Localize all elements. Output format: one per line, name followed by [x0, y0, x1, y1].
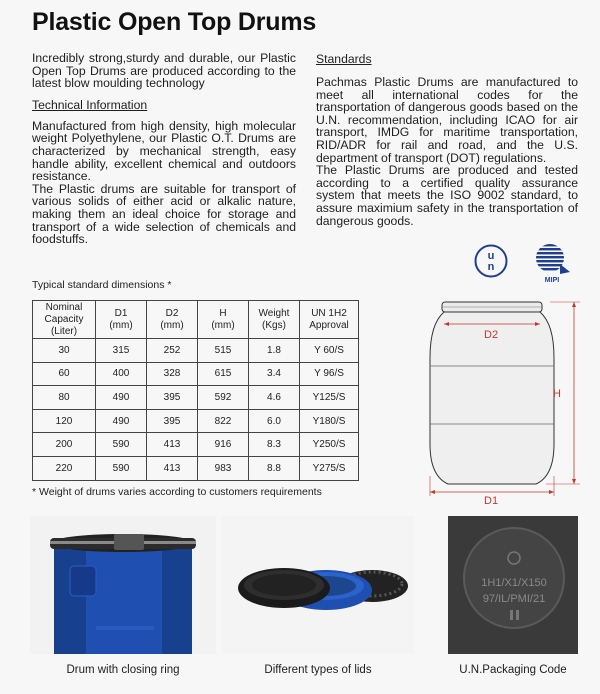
un-mark-icon: [474, 244, 508, 278]
table-row: [33, 339, 359, 363]
table-cell: Y 96/S: [300, 362, 359, 386]
header-approval: [300, 301, 359, 339]
table-cell: 395: [147, 409, 198, 433]
header-approval-line1: UN 1H2: [311, 307, 347, 319]
d2-label: D2: [484, 329, 499, 341]
header-h-line1: H: [219, 307, 227, 319]
table-cell: 413: [147, 433, 198, 457]
caption-drum-with-ring: Drum with closing ring: [66, 664, 180, 676]
table-row: [33, 386, 359, 410]
header-weight: [249, 301, 300, 339]
technical-paragraph-1: Manufactured from high density, high molecular weight Polyethylene, our Plastic O.T. Drums are characterized by mechanical strength, easy handle ability, excellent chemical and outdoors resistance.: [32, 118, 296, 184]
header-weight-line2: (Kgs): [262, 319, 286, 331]
un-code-photo: [448, 516, 578, 654]
technical-heading: Technical Information: [32, 97, 148, 112]
header-capacity-line2: Capacity: [44, 313, 84, 325]
table-cell: 400: [96, 362, 147, 386]
caption-un-code: U.N.Packaging Code: [459, 664, 567, 676]
table-cell: Y250/S: [300, 433, 359, 457]
header-h: [198, 301, 249, 339]
table-cell: 200: [33, 433, 96, 457]
table-cell: 315: [96, 339, 147, 363]
table-cell: 8.3: [249, 433, 300, 457]
table-cell: 615: [198, 362, 249, 386]
table-row: [33, 456, 359, 480]
table-cell: 490: [96, 386, 147, 410]
header-h-line2: (mm): [211, 319, 235, 331]
table-cell: 60: [33, 362, 96, 386]
table-cell: 220: [33, 456, 96, 480]
drum-dimension-diagram: [420, 296, 590, 506]
dimensions-table: [32, 300, 359, 481]
table-row: [33, 362, 359, 386]
standards-heading: Standards: [316, 52, 372, 66]
caption-lids: Different types of lids: [264, 664, 372, 676]
table-cell: 252: [147, 339, 198, 363]
table-cell: Y275/S: [300, 456, 359, 480]
intro-paragraph: Incredibly strong,sturdy and durable, our Plastic Open Top Drums are produced according to the latest blow moulding technology: [32, 51, 296, 91]
table-cell: 395: [147, 386, 198, 410]
drum-with-ring-photo: [30, 516, 216, 654]
header-d1: [96, 301, 147, 339]
un-letter-u: u: [487, 250, 495, 262]
header-d2: [147, 301, 198, 339]
table-cell: Y 60/S: [300, 339, 359, 363]
standards-paragraph-2: The Plastic Drums are produced and tested according to a certified quality assurance system that meets the ISO 9002 standard, to assure maximium safety in the transportation of dangerous goods.: [316, 163, 578, 228]
table-cell: 328: [147, 362, 198, 386]
table-cell: 120: [33, 409, 96, 433]
table-cell: Y125/S: [300, 386, 359, 410]
left-column: [32, 52, 296, 246]
table-cell: 916: [198, 433, 249, 457]
table-cell: 590: [96, 456, 147, 480]
d1-label: D1: [484, 495, 499, 506]
lids-photo: [222, 516, 414, 654]
header-d2-line1: D2: [165, 307, 179, 319]
certification-logos: [474, 240, 584, 286]
page-title: Plastic Open Top Drums: [32, 8, 317, 36]
header-capacity-line3: (Liter): [50, 325, 78, 337]
table-cell: 4.6: [249, 386, 300, 410]
table-cell: 3.4: [249, 362, 300, 386]
table-cell: 592: [198, 386, 249, 410]
header-approval-line2: Approval: [309, 319, 349, 331]
un-letter-n: n: [487, 261, 495, 273]
table-cell: 590: [96, 433, 147, 457]
header-d1-line2: (mm): [109, 319, 133, 331]
table-cell: 515: [198, 339, 249, 363]
right-column: [316, 52, 578, 227]
table-cell: 1.8: [249, 339, 300, 363]
table-row: [33, 409, 359, 433]
table-cell: 8.8: [249, 456, 300, 480]
header-capacity-line1: Nominal: [45, 301, 83, 313]
table-row: [33, 433, 359, 457]
lid-code-line2: 97/IL/PMI/21: [482, 593, 546, 605]
table-cell: 6.0: [249, 409, 300, 433]
table-cell: Y180/S: [300, 409, 359, 433]
mipi-label: MIPI: [544, 277, 560, 284]
technical-paragraph-2: The Plastic drums are suitable for transport of various solids of either acid or alkalic nature, making them an ideal choice for storage and transport of a wide selection of chemicals and foodstuffs.: [32, 181, 296, 247]
lid-code-line1: 1H1/X1/X150: [481, 577, 547, 589]
table-cell: 490: [96, 409, 147, 433]
table-cell: 822: [198, 409, 249, 433]
h-label: H: [553, 388, 561, 400]
standards-paragraph-1: Pachmas Plastic Drums are manufactured to meet all international codes for the transportation of dangerous goods based on the U.N. recommendation, including ICAO for air transport, IMDG for maritime transportation, RID/ADR for rail and road, and the U.S. department of transport (DOT) regulations.: [316, 75, 578, 165]
header-d2-line2: (mm): [160, 319, 184, 331]
dimensions-caption: Typical standard dimensions *: [32, 279, 172, 291]
header-weight-line1: Weight: [258, 307, 290, 319]
table-cell: 80: [33, 386, 96, 410]
header-capacity: [33, 301, 96, 339]
table-cell: 983: [198, 456, 249, 480]
header-d1-line1: D1: [114, 307, 128, 319]
table-header-row: [33, 301, 359, 339]
weight-footnote: * Weight of drums varies according to customers requirements: [32, 486, 322, 498]
mipi-logo-icon: [530, 240, 574, 284]
table-cell: 30: [33, 339, 96, 363]
table-cell: 413: [147, 456, 198, 480]
